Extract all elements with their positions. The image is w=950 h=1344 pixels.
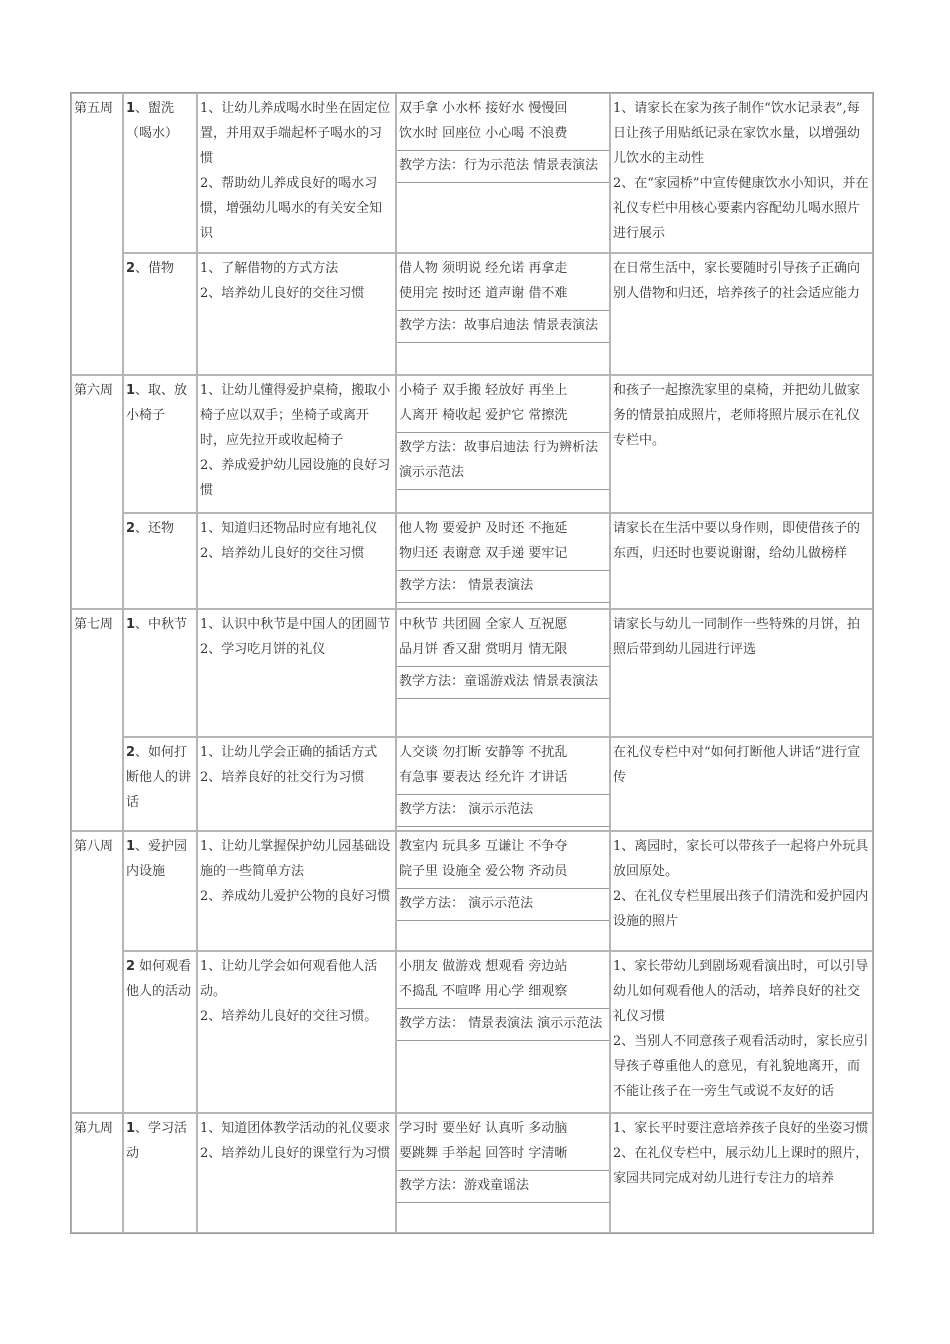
goal-item: 2、培养幼儿良好的交往习惯 <box>200 546 365 561</box>
topic-title: 、还物 <box>135 521 175 536</box>
rhyme-line: 使用完 按时还 道声谢 借不难 <box>399 286 568 301</box>
parent-guidance-cell <box>610 1113 873 1233</box>
teaching-method: 教学方法：游戏童谣法 <box>397 1171 609 1203</box>
goal-item: 2、养成幼儿爱护公物的良好习惯 <box>200 889 391 904</box>
parent-guidance-cell <box>610 609 873 737</box>
topic-cell <box>123 951 197 1113</box>
parent-guidance-item: 1、请家长在家为孩子制作“饮水记录表”,每日让孩子用贴纸记录在家饮水量，以增强幼儿饮水的主动性 <box>613 101 861 166</box>
rhyme-cell <box>396 737 610 831</box>
rhyme-line: 品月饼 香又甜 赏明月 情无限 <box>399 642 568 657</box>
teaching-method: 教学方法：行为示范法 情景表演法 <box>397 151 609 183</box>
goal-item: 1、让幼儿掌握保护幼儿园基础设施的一些简单方法 <box>200 839 391 879</box>
rhyme-row <box>397 738 609 795</box>
topic-cell <box>123 513 197 609</box>
teaching-method: 教学方法： 情景表演法 演示示范法 <box>397 1009 609 1041</box>
topic-number: 1 <box>126 839 136 854</box>
rhyme-line: 双手拿 小水杯 接好水 慢慢回 <box>399 101 568 116</box>
parent-guidance-item: 1、家长带幼儿到剧场观看演出时，可以引导幼儿如何观看他人的活动，培养良好的社交礼仪习惯 <box>613 959 869 1024</box>
topic-cell <box>123 831 197 951</box>
goal-item: 2、培养幼儿良好的交往习惯 <box>200 286 365 301</box>
rhyme-line: 中秋节 共团圆 全家人 互祝愿 <box>399 617 568 632</box>
rhyme-text <box>397 832 609 889</box>
rhyme-line: 物归还 表谢意 双手递 要牢记 <box>399 546 568 561</box>
rhyme-line: 小朋友 做游戏 想观看 旁边站 <box>399 959 568 974</box>
parent-guidance-cell <box>610 737 873 831</box>
method-row <box>397 889 609 921</box>
topic-cell <box>123 253 197 375</box>
teaching-method: 教学方法：故事启迪法 情景表演法 <box>397 311 609 343</box>
week-label: 第八周 <box>74 839 114 854</box>
topic-title: 、学习活动 <box>126 1121 188 1161</box>
topic-number: 1 <box>126 383 136 398</box>
rhyme-cell <box>396 609 610 737</box>
teaching-method: 教学方法：童谣游戏法 情景表演法 <box>397 667 609 699</box>
parent-guidance-item: 2、在“家园桥”中宣传健康饮水小知识，并在礼仪专栏中用核心要素内容配幼儿喝水照片进行展示 <box>613 176 869 241</box>
week-cell <box>71 1113 123 1233</box>
rhyme-text <box>397 1114 609 1171</box>
rhyme-line: 人离开 椅收起 爱护它 常擦洗 <box>399 408 568 423</box>
rhyme-cell <box>396 951 610 1113</box>
rhyme-text <box>397 94 609 151</box>
table-row <box>71 513 873 609</box>
week-label: 第七周 <box>74 617 114 632</box>
method-row <box>397 311 609 343</box>
rhyme-cell <box>396 93 610 253</box>
parent-guidance-item: 在日常生活中，家长要随时引导孩子正确向别人借物和归还，培养孩子的社会适应能力 <box>613 261 861 301</box>
parent-guidance-cell <box>610 831 873 951</box>
topic-title: 、如何打断他人的讲话 <box>126 745 192 810</box>
rhyme-cell <box>396 831 610 951</box>
topic-title: 如何观看他人的活动 <box>126 959 192 999</box>
rhyme-text <box>397 610 609 667</box>
goal-item: 2、培养幼儿良好的交往习惯。 <box>200 1009 378 1024</box>
curriculum-document <box>70 92 872 1234</box>
rhyme-line: 有急事 要表达 经允许 才讲话 <box>399 770 568 785</box>
parent-guidance-cell <box>610 93 873 253</box>
method-row <box>397 667 609 699</box>
goal-item: 1、了解借物的方式方法 <box>200 261 339 276</box>
teaching-method: 教学方法： 情景表演法 <box>397 571 609 603</box>
goals-cell <box>197 951 396 1113</box>
rhyme-inner-table <box>397 952 609 1041</box>
rhyme-cell <box>396 253 610 375</box>
goal-item: 2、学习吃月饼的礼仪 <box>200 642 326 657</box>
goals-cell <box>197 253 396 375</box>
rhyme-row <box>397 832 609 889</box>
table-row <box>71 609 873 737</box>
parent-guidance-item: 1、家长平时要注意培养孩子良好的坐姿习惯 <box>613 1121 869 1136</box>
parent-guidance-item: 2、当别人不同意孩子观看活动时，家长应引导孩子尊重他人的意见，有礼貌地离开，而不能让孩子在一旁生气或说不友好的话 <box>613 1034 869 1099</box>
table-row <box>71 831 873 951</box>
rhyme-line: 他人物 要爱护 及时还 不拖延 <box>399 521 568 536</box>
method-row <box>397 571 609 603</box>
teaching-method: 教学方法：故事启迪法 行为辨析法 演示示范法 <box>397 433 609 490</box>
topic-cell <box>123 737 197 831</box>
topic-title: 、借物 <box>135 261 175 276</box>
goal-item: 1、让幼儿养成喝水时坐在固定位置，并用双手端起杯子喝水的习惯 <box>200 101 391 166</box>
goal-item: 1、让幼儿懂得爱护桌椅，搬取小椅子应以双手；坐椅子或离开时，应先拉开或收起椅子 <box>200 383 391 448</box>
rhyme-inner-table <box>397 94 609 183</box>
parent-guidance-cell <box>610 253 873 375</box>
method-row <box>397 151 609 183</box>
topic-cell <box>123 375 197 513</box>
parent-guidance-item: 在礼仪专栏中对“如何打断他人讲话”进行宣传 <box>613 745 861 785</box>
goal-item: 2、帮助幼儿养成良好的喝水习惯，增强幼儿喝水的有关安全知识 <box>200 176 383 241</box>
rhyme-cell <box>396 513 610 609</box>
goal-item: 1、认识中秋节是中国人的团圆节 <box>200 617 391 632</box>
rhyme-inner-table <box>397 376 609 490</box>
goals-cell <box>197 609 396 737</box>
parent-guidance-item: 2、在礼仪专栏中，展示幼儿上课时的照片，家园共同完成对幼儿进行专注力的培养 <box>613 1146 869 1186</box>
topic-title: 、中秋节 <box>135 617 188 632</box>
goals-cell <box>197 831 396 951</box>
topic-number: 2 <box>126 959 136 974</box>
parent-guidance-item: 请家长与幼儿一同制作一些特殊的月饼，拍照后带到幼儿园进行评选 <box>613 617 861 657</box>
rhyme-text <box>397 254 609 311</box>
goal-item: 1、让幼儿学会正确的插话方式 <box>200 745 378 760</box>
topic-number: 1 <box>126 1121 136 1136</box>
method-row <box>397 1009 609 1041</box>
table-row <box>71 375 873 513</box>
rhyme-line: 饮水时 回座位 小心喝 不浪费 <box>399 126 568 141</box>
table-row <box>71 1113 873 1233</box>
topic-cell <box>123 93 197 253</box>
goal-item: 2、养成爱护幼儿园设施的良好习惯 <box>200 458 391 498</box>
topic-cell <box>123 1113 197 1233</box>
rhyme-inner-table <box>397 610 609 699</box>
rhyme-line: 借人物 须明说 经允诺 再拿走 <box>399 261 568 276</box>
week-cell <box>71 609 123 831</box>
week-cell <box>71 93 123 375</box>
rhyme-line: 要跳舞 手举起 回答时 字清晰 <box>399 1146 568 1161</box>
rhyme-text <box>397 738 609 795</box>
rhyme-line: 人交谈 勿打断 安静等 不扰乱 <box>399 745 568 760</box>
rhyme-row <box>397 514 609 571</box>
week-cell <box>71 375 123 609</box>
parent-guidance-cell <box>610 951 873 1113</box>
rhyme-row <box>397 254 609 311</box>
topic-number: 2 <box>126 521 136 536</box>
rhyme-inner-table <box>397 514 609 603</box>
weekly-etiquette-plan-table <box>70 92 874 1234</box>
table-row <box>71 253 873 375</box>
rhyme-text <box>397 514 609 571</box>
parent-guidance-cell <box>610 375 873 513</box>
teaching-method: 教学方法： 演示示范法 <box>397 795 609 827</box>
goals-cell <box>197 1113 396 1233</box>
method-row <box>397 795 609 827</box>
topic-number: 1 <box>126 101 136 116</box>
parent-guidance-item: 2、在礼仪专栏里展出孩子们清洗和爱护园内设施的照片 <box>613 889 869 929</box>
rhyme-row <box>397 1114 609 1171</box>
rhyme-line: 学习时 要坐好 认真听 多动脑 <box>399 1121 568 1136</box>
method-row <box>397 433 609 490</box>
week-label: 第六周 <box>74 383 114 398</box>
goal-item: 1、让幼儿学会如何观看他人活动。 <box>200 959 378 999</box>
goal-item: 2、培养幼儿良好的课堂行为习惯 <box>200 1146 391 1161</box>
goal-item: 2、培养良好的社交行为习惯 <box>200 770 365 785</box>
goals-cell <box>197 93 396 253</box>
rhyme-line: 教室内 玩具多 互谦让 不争夺 <box>399 839 568 854</box>
goal-item: 1、知道归还物品时应有地礼仪 <box>200 521 378 536</box>
topic-title: 、取、放小椅子 <box>126 383 188 423</box>
topic-number: 1 <box>126 617 136 632</box>
rhyme-text <box>397 376 609 433</box>
rhyme-row <box>397 376 609 433</box>
topic-title: 、盥洗（喝水） <box>126 101 179 141</box>
rhyme-line: 小椅子 双手搬 轻放好 再坐上 <box>399 383 568 398</box>
parent-guidance-item: 请家长在生活中要以身作则，即使借孩子的东西，归还时也要说谢谢，给幼儿做榜样 <box>613 521 861 561</box>
parent-guidance-item: 和孩子一起擦洗家里的桌椅，并把幼儿做家务的情景拍成照片，老师将照片展示在礼仪专栏中。 <box>613 383 861 448</box>
goals-cell <box>197 513 396 609</box>
rhyme-inner-table <box>397 254 609 343</box>
rhyme-row <box>397 94 609 151</box>
rhyme-line: 院子里 设施全 爱公物 齐动员 <box>399 864 568 879</box>
topic-title: 、爱护园内设施 <box>126 839 188 879</box>
topic-cell <box>123 609 197 737</box>
method-row <box>397 1171 609 1203</box>
rhyme-inner-table <box>397 1114 609 1203</box>
goals-cell <box>197 737 396 831</box>
rhyme-inner-table <box>397 832 609 921</box>
teaching-method: 教学方法： 演示示范法 <box>397 889 609 921</box>
week-label: 第九周 <box>74 1121 114 1136</box>
rhyme-text <box>397 952 609 1009</box>
week-cell <box>71 831 123 1113</box>
goal-item: 1、知道团体教学活动的礼仪要求 <box>200 1121 391 1136</box>
rhyme-line: 不捣乱 不喧哗 用心学 细观察 <box>399 984 568 999</box>
table-row <box>71 93 873 253</box>
topic-number: 2 <box>126 261 136 276</box>
topic-number: 2 <box>126 745 136 760</box>
week-label: 第五周 <box>74 101 114 116</box>
rhyme-inner-table <box>397 738 609 827</box>
table-row <box>71 737 873 831</box>
table-row <box>71 951 873 1113</box>
goals-cell <box>197 375 396 513</box>
parent-guidance-item: 1、离园时，家长可以带孩子一起将户外玩具放回原处。 <box>613 839 869 879</box>
rhyme-cell <box>396 1113 610 1233</box>
rhyme-row <box>397 610 609 667</box>
plan-table-body <box>71 93 873 1233</box>
rhyme-cell <box>396 375 610 513</box>
parent-guidance-cell <box>610 513 873 609</box>
rhyme-row <box>397 952 609 1009</box>
